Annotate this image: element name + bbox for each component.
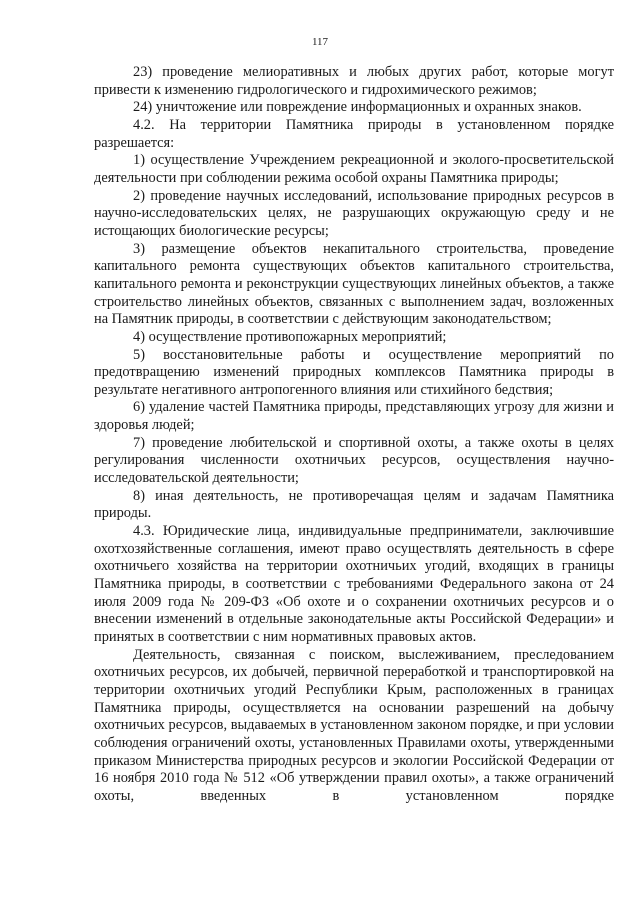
- paragraph-item-6: 6) удаление частей Памятника природы, представляющих угрозу для жизни и здоровья людей;: [94, 399, 614, 434]
- paragraph-section-4-2: 4.2. На территории Памятника природы в установленном порядке разрешается:: [94, 116, 614, 151]
- paragraph-hunting-activity: Деятельность, связанная с поиском, выслеживанием, преследованием охотничьих ресурсов, их добычей, первичной переработкой и транспортировкой на территории охотничьих угодий Республики Крым, расположенных в границах Памятника природы, осуществляется на основании разрешений на добычу охотничьих ресурсов, выдаваемых в установленном законом порядке, и при условии соблюдения ограничений охоты, установленных Правилами охоты, утвержденными приказом Министерства природных ресурсов и экологии Российской Федерации от 16 ноября 2010 года № 512 «Об утверждении правил охоты», а также ограничений охоты, введенных в установленном порядке: [94, 646, 614, 804]
- paragraph-item-3: 3) размещение объектов некапитального строительства, проведение капитального ремонта существующих объектов капитального строительства, капитального ремонта и реконструкции существующих линейных объектов, а также строительство линейных объектов, связанных с выполнением задач, возложенных на Памятник природы, в соответствии с действующим законодательством;: [94, 240, 614, 328]
- paragraph-item-4: 4) осуществление противопожарных мероприятий;: [133, 328, 447, 345]
- document-body: [94, 64, 614, 806]
- page-number: 117: [311, 36, 329, 48]
- paragraph-section-4-3: 4.3. Юридические лица, индивидуальные предприниматели, заключившие охотхозяйственные соглашения, имеют право осуществлять деятельность в сфере охотничьего хозяйства на территории охотничьих угодий, входящих в границы Памятника природы, в соответствии с требованиями Федерального закона от 24 июля 2009 года № 209-ФЗ «Об охоте и о сохранении охотничьих ресурсов и о внесении изменений в отдельные законодательные акты Российской Федерации» и принятых в соответствии с ним нормативных правовых актов.: [94, 523, 614, 645]
- paragraph-item-7: 7) проведение любительской и спортивной охоты, а также охоты в целях регулирования численности охотничьих ресурсов, осуществления научно-исследовательской деятельности;: [94, 434, 614, 487]
- paragraph-item-1: 1) осуществление Учреждением рекреационной и эколого-просветительской деятельности при соблюдении режима особой охраны Памятника природы;: [94, 152, 614, 186]
- paragraph-item-8: 8) иная деятельность, не противоречащая целям и задачам Памятника природы.: [94, 487, 614, 522]
- paragraph-item-24: 24) уничтожение или повреждение информационных и охранных знаков.: [133, 99, 582, 116]
- paragraph-item-2: 2) проведение научных исследований, использование природных ресурсов в научно-исследовательских целях, не разрушающих окружающую среду и не истощающих биологические ресурсы;: [94, 187, 614, 239]
- paragraph-item-5: 5) восстановительные работы и осуществление мероприятий по предотвращению изменений природных комплексов Памятника природы в результате негативного антропогенного влияния или стихийного бедствия;: [94, 346, 614, 398]
- paragraph-item-23: 23) проведение мелиоративных и любых других работ, которые могут привести к изменению гидрологического и гидрохимического режимов;: [94, 64, 614, 98]
